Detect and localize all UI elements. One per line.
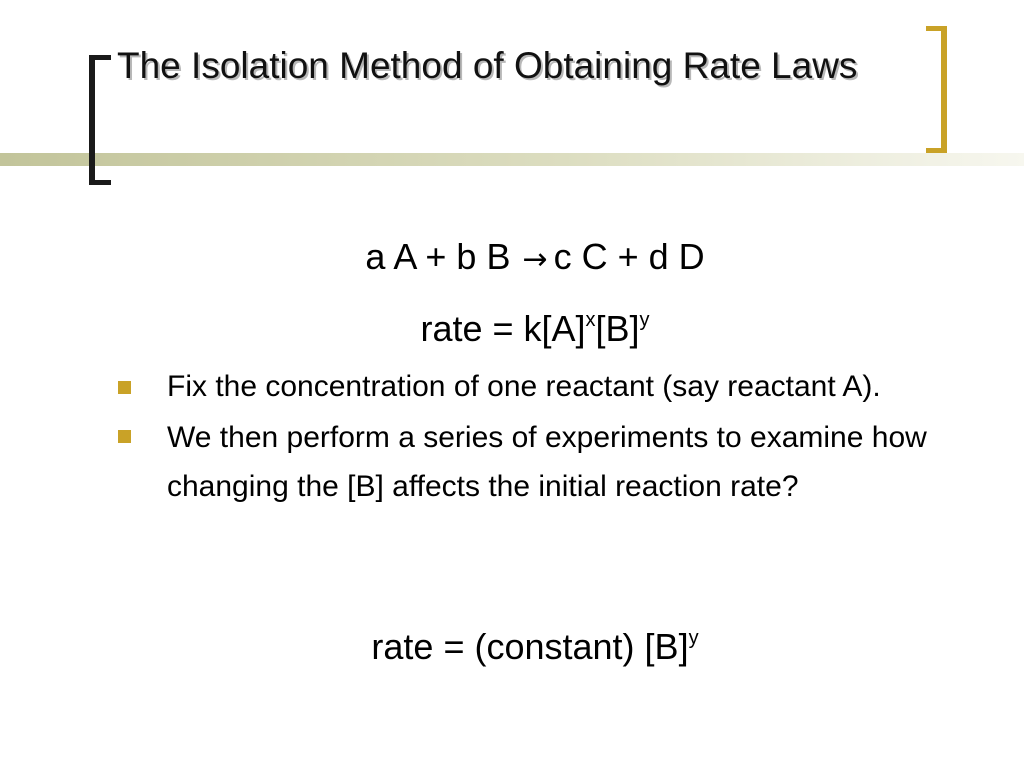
title-underline-band	[0, 153, 1024, 166]
simplified-rate-law	[0, 624, 1024, 670]
equation-reactants: a A + b B	[365, 236, 511, 277]
rate-law-equation	[0, 306, 1024, 352]
square-bullet-icon	[118, 430, 131, 443]
exponent-x: x	[585, 309, 596, 331]
bullet-list	[112, 364, 972, 514]
simplified-rate-text: rate = (constant) [B]	[371, 626, 689, 667]
bullet-text: We then perform a series of experiments to examine how changing the [B] affects the initial reaction rate?	[167, 421, 927, 503]
exponent-y: y	[688, 627, 699, 649]
bullet-item	[112, 364, 972, 410]
reaction-arrow-icon: →	[522, 242, 548, 277]
slide-title: The Isolation Method of Obtaining Rate Laws	[117, 45, 858, 86]
chemical-equation	[0, 234, 1024, 283]
rate-law-prefix: rate = k[A]	[420, 308, 586, 349]
exponent-y: y	[639, 309, 650, 331]
rate-law-b-term: [B]	[595, 308, 640, 349]
equation-products: c C + d D	[553, 236, 705, 277]
right-bracket-decoration	[926, 26, 947, 153]
bullet-text: Fix the concentration of one reactant (say reactant A).	[167, 370, 881, 403]
square-bullet-icon	[118, 381, 131, 394]
left-bracket-decoration	[89, 55, 111, 185]
bullet-item	[112, 413, 972, 511]
